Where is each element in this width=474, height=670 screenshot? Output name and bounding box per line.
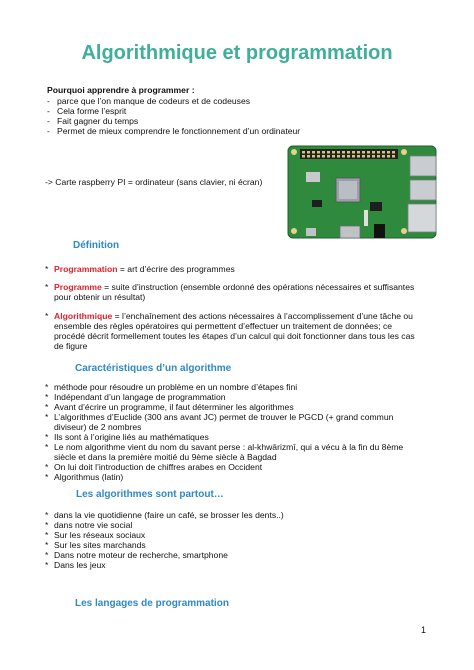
raspberry-note: -> Carte raspberry PI = ordinateur (sans clavier, ni écran): [45, 177, 263, 187]
languages-heading: Les langages de programmation: [75, 598, 229, 609]
asterisk-bullet: *: [45, 442, 49, 452]
characteristic-item-continued: siècle et dans la première moitié du 9ème siècle à Bagdad: [54, 452, 277, 462]
page-title: Algorithmique et programmation: [81, 42, 393, 64]
asterisk-bullet: *: [45, 412, 49, 422]
characteristic-item: Algorithmus (latin): [54, 472, 124, 482]
everywhere-item: Dans notre moteur de recherche, smartphone: [54, 550, 228, 560]
definition-heading: Définition: [73, 240, 120, 251]
characteristic-item: Indépendant d’un langage de programmation: [54, 392, 226, 402]
asterisk-bullet: *: [45, 510, 49, 520]
characteristic-item: Ils sont à l’origine liés au mathématiques: [54, 432, 209, 442]
definition-text: ensemble des règles opératoires qui permettent d’effectuer un traitement de données; ce: [54, 321, 393, 331]
characteristic-item: On lui doit l’introduction de chiffres arabes en Occident: [54, 462, 263, 472]
raspberry-pi-board-image: [286, 140, 438, 243]
definition-text: = art d’écrire des programmes: [117, 264, 235, 274]
asterisk-bullet: *: [45, 540, 49, 550]
intro-heading: Pourquoi apprendre à programmer :: [47, 85, 195, 95]
definition-entry: [54, 282, 414, 293]
intro-item: parce que l’on manque de codeurs et de codeuses: [57, 96, 251, 106]
asterisk-bullet: *: [45, 282, 49, 292]
asterisk-bullet: *: [45, 530, 49, 540]
everywhere-item: Dans les jeux: [54, 560, 106, 570]
definition-text: de figure: [54, 341, 88, 351]
asterisk-bullet: *: [45, 550, 49, 560]
definition-entry: [54, 311, 413, 322]
asterisk-bullet: *: [45, 382, 49, 392]
dash-bullet: -: [47, 106, 50, 116]
definition-text: = l’enchaînement des actions nécessaires à l’accomplissement d’une tâche ou: [112, 311, 413, 321]
characteristic-item-continued: diviseur) de 2 nombres: [54, 422, 142, 432]
asterisk-bullet: *: [45, 472, 49, 482]
asterisk-bullet: *: [45, 311, 49, 321]
intro-item: Permet de mieux comprendre le fonctionnement d’un ordinateur: [57, 126, 301, 136]
definition-text: procédé décrit formellement toutes les étapes d’un calcul qui doit fonctionner dans tous les cas: [54, 331, 415, 341]
asterisk-bullet: *: [45, 462, 49, 472]
everywhere-item: Sur les sites marchands: [54, 540, 146, 550]
intro-item: Fait gagner du temps: [57, 116, 139, 126]
asterisk-bullet: *: [45, 264, 49, 274]
characteristic-item: L’algorithmes d’Euclide (300 ans avant JC) permet de trouver le PGCD (+ grand commun: [54, 412, 394, 422]
everywhere-item: dans la vie quotidienne (faire un café, se brosser les dents..): [54, 510, 284, 520]
asterisk-bullet: *: [45, 392, 49, 402]
intro-item: Cela forme l’esprit: [57, 106, 127, 116]
definition-term: Programme: [54, 282, 102, 292]
definition-entry: [54, 264, 235, 275]
asterisk-bullet: *: [45, 402, 49, 412]
asterisk-bullet: *: [45, 520, 49, 530]
definition-text: = suite d’instruction (ensemble ordonné des opérations nécessaires et suffisantes: [101, 282, 415, 292]
asterisk-bullet: *: [45, 432, 49, 442]
definition-term: Algorithmique: [54, 311, 113, 321]
characteristic-item: Avant d’écrire un programme, il faut déterminer les algorithmes: [54, 402, 294, 412]
dash-bullet: -: [47, 126, 50, 136]
definition-term: Programmation: [54, 264, 118, 274]
everywhere-item: Sur les réseaux sociaux: [54, 530, 146, 540]
characteristic-item: Le nom algorithme vient du nom du savant perse : al-khwārizmī, qui a vécu à la fin du 8ème: [54, 442, 404, 452]
characteristics-heading: Caractéristiques d’un algorithme: [75, 363, 232, 374]
dash-bullet: -: [47, 96, 50, 106]
dash-bullet: -: [47, 116, 50, 126]
everywhere-heading: Les algorithmes sont partout…: [76, 489, 224, 500]
characteristic-item: méthode pour résoudre un problème en un nombre d’étapes fini: [54, 382, 298, 392]
everywhere-item: dans notre vie social: [54, 520, 133, 530]
definition-text: pour obtenir un résultat): [54, 292, 146, 302]
asterisk-bullet: *: [45, 560, 49, 570]
page-number: 1: [421, 625, 427, 635]
